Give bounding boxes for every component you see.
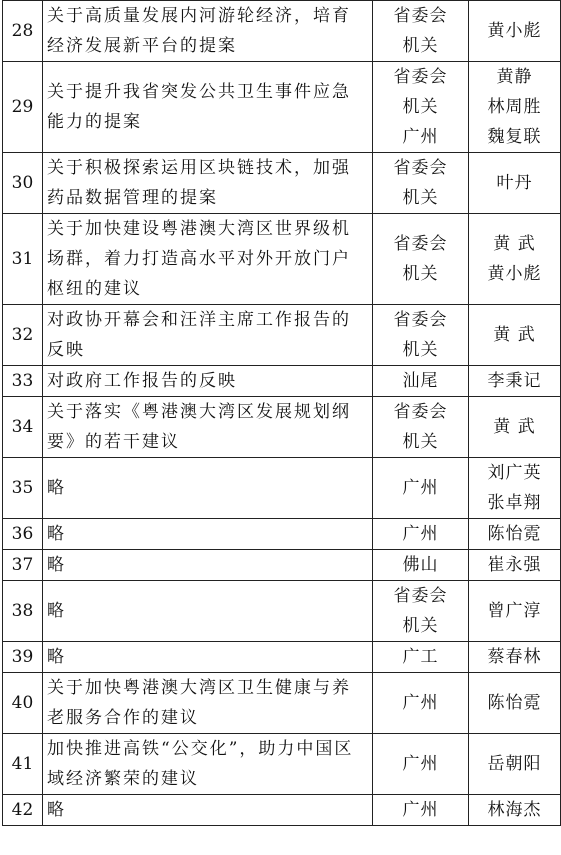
row-number: 28	[3, 1, 43, 62]
title-line: 关于落实《粤港澳大湾区发展规划纲	[47, 402, 351, 422]
author-name: 刘广英	[487, 463, 542, 483]
author-cell	[469, 673, 561, 734]
unit-line: 省委会	[393, 310, 448, 330]
row-number: 32	[3, 305, 43, 366]
row-number: 42	[3, 795, 43, 826]
unit-cell	[373, 734, 469, 795]
title-line: 对政府工作报告的反映	[47, 371, 237, 391]
unit-line: 省委会	[393, 586, 448, 606]
unit-cell	[373, 62, 469, 153]
title-line: 略	[47, 478, 66, 498]
author-cell	[469, 366, 561, 397]
author-name: 魏复联	[487, 127, 542, 147]
table-row	[3, 519, 561, 550]
author-cell	[469, 214, 561, 305]
unit-line: 机关	[402, 340, 439, 360]
row-number: 40	[3, 673, 43, 734]
unit-line: 机关	[402, 616, 439, 636]
unit-line: 机关	[402, 264, 439, 284]
author-cell	[469, 550, 561, 581]
proposal-title	[43, 397, 373, 458]
proposal-title	[43, 550, 373, 581]
proposal-title	[43, 581, 373, 642]
author-cell	[469, 153, 561, 214]
author-cell	[469, 397, 561, 458]
unit-line: 省委会	[393, 402, 448, 422]
title-line: 略	[47, 647, 66, 667]
row-number: 38	[3, 581, 43, 642]
proposal-title	[43, 734, 373, 795]
row-number: 31	[3, 214, 43, 305]
proposal-title	[43, 62, 373, 153]
unit-line: 省委会	[393, 234, 448, 254]
proposal-title	[43, 153, 373, 214]
author-cell	[469, 305, 561, 366]
proposal-title	[43, 642, 373, 673]
unit-cell	[373, 397, 469, 458]
table-row	[3, 673, 561, 734]
author-name: 崔永强	[487, 555, 542, 575]
proposal-table-body	[3, 1, 561, 826]
unit-cell	[373, 581, 469, 642]
unit-line: 省委会	[393, 67, 448, 87]
title-line: 略	[47, 555, 66, 575]
table-row	[3, 550, 561, 581]
title-line: 对政协开幕会和汪洋主席工作报告的	[47, 310, 351, 330]
unit-line: 广州	[402, 693, 439, 713]
author-cell	[469, 1, 561, 62]
unit-line: 省委会	[393, 158, 448, 178]
table-row	[3, 642, 561, 673]
proposal-title	[43, 795, 373, 826]
title-line: 反映	[47, 340, 85, 360]
unit-line: 广州	[402, 524, 439, 544]
table-row	[3, 397, 561, 458]
unit-line: 机关	[402, 188, 439, 208]
author-name: 林周胜	[487, 97, 542, 117]
title-line: 略	[47, 524, 66, 544]
table-row	[3, 1, 561, 62]
unit-line: 机关	[402, 432, 439, 452]
table-row	[3, 305, 561, 366]
author-cell	[469, 581, 561, 642]
table-row	[3, 734, 561, 795]
title-line: 场群，着力打造高水平对外开放门户	[47, 249, 351, 269]
title-line: 能力的提案	[47, 112, 142, 132]
table-row	[3, 795, 561, 826]
unit-cell	[373, 458, 469, 519]
author-name: 黄静	[496, 67, 533, 87]
row-number: 39	[3, 642, 43, 673]
table-row	[3, 214, 561, 305]
author-cell	[469, 62, 561, 153]
table-row	[3, 153, 561, 214]
author-name: 李秉记	[487, 371, 542, 391]
author-cell	[469, 795, 561, 826]
unit-cell	[373, 519, 469, 550]
author-name: 林海杰	[487, 800, 542, 820]
unit-cell	[373, 214, 469, 305]
title-line: 关于高质量发展内河游轮经济，培育	[47, 6, 351, 26]
row-number: 33	[3, 366, 43, 397]
author-cell	[469, 519, 561, 550]
proposal-title	[43, 519, 373, 550]
title-line: 略	[47, 601, 66, 621]
unit-line: 机关	[402, 97, 439, 117]
title-line: 略	[47, 800, 66, 820]
unit-cell	[373, 366, 469, 397]
unit-cell	[373, 642, 469, 673]
author-name: 曾广淳	[487, 601, 542, 621]
author-name: 叶丹	[496, 173, 533, 193]
table-row	[3, 62, 561, 153]
unit-line: 广州	[402, 754, 439, 774]
proposal-title	[43, 214, 373, 305]
title-line: 关于提升我省突发公共卫生事件应急	[47, 82, 351, 102]
row-number: 29	[3, 62, 43, 153]
proposal-title	[43, 673, 373, 734]
title-line: 枢纽的建议	[47, 279, 142, 299]
unit-line: 汕尾	[402, 371, 439, 391]
row-number: 37	[3, 550, 43, 581]
unit-cell	[373, 305, 469, 366]
unit-cell	[373, 550, 469, 581]
row-number: 36	[3, 519, 43, 550]
author-cell	[469, 458, 561, 519]
proposal-table	[2, 0, 561, 826]
proposal-title	[43, 366, 373, 397]
author-name: 黄 武	[493, 234, 536, 254]
title-line: 经济发展新平台的提案	[47, 36, 237, 56]
unit-cell	[373, 153, 469, 214]
row-number: 34	[3, 397, 43, 458]
proposal-title	[43, 458, 373, 519]
author-cell	[469, 734, 561, 795]
row-number: 30	[3, 153, 43, 214]
title-line: 关于加快建设粤港澳大湾区世界级机	[47, 219, 351, 239]
author-cell	[469, 642, 561, 673]
proposal-title	[43, 305, 373, 366]
unit-line: 广州	[402, 800, 439, 820]
table-row	[3, 458, 561, 519]
unit-line: 广州	[402, 478, 439, 498]
unit-cell	[373, 795, 469, 826]
table-row	[3, 581, 561, 642]
title-line: 要》的若干建议	[47, 432, 180, 452]
title-line: 关于加快粤港澳大湾区卫生健康与养	[47, 678, 351, 698]
unit-line: 省委会	[393, 6, 448, 26]
title-line: 域经济繁荣的建议	[47, 769, 199, 789]
unit-line: 广工	[402, 647, 439, 667]
title-line: 药品数据管理的提案	[47, 188, 218, 208]
unit-line: 广州	[402, 127, 439, 147]
title-line: 关于积极探索运用区块链技术，加强	[47, 158, 351, 178]
author-name: 黄 武	[493, 325, 536, 345]
author-name: 岳朝阳	[487, 754, 542, 774]
unit-line: 佛山	[402, 555, 439, 575]
author-name: 陈怡霓	[487, 524, 542, 544]
author-name: 蔡春林	[487, 647, 542, 667]
unit-cell	[373, 1, 469, 62]
author-name: 张卓翔	[487, 493, 542, 513]
author-name: 陈怡霓	[487, 693, 542, 713]
author-name: 黄小彪	[487, 264, 542, 284]
proposal-title	[43, 1, 373, 62]
unit-line: 机关	[402, 36, 439, 56]
row-number: 35	[3, 458, 43, 519]
row-number: 41	[3, 734, 43, 795]
table-row	[3, 366, 561, 397]
unit-cell	[373, 673, 469, 734]
author-name: 黄小彪	[487, 21, 542, 41]
title-line: 老服务合作的建议	[47, 708, 199, 728]
author-name: 黄 武	[493, 417, 536, 437]
title-line: 加快推进高铁“公交化”，助力中国区	[47, 739, 354, 759]
